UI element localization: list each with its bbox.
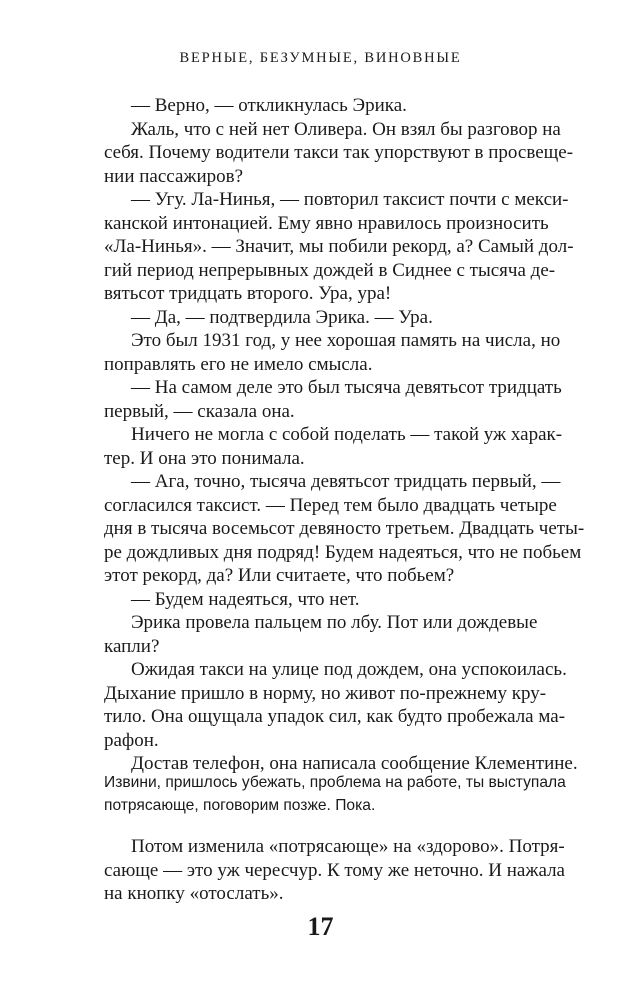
paragraph-line: Ничего не могла с собой поделать — такой уж харак- [131, 424, 563, 445]
paragraph-line: капли? [104, 635, 160, 657]
paragraph-line: — Верно, — откликнулась Эрика. [131, 95, 407, 116]
paragraph-line: Жаль, что с ней нет Оливера. Он взял бы разговор на [131, 118, 561, 140]
paragraph-line: — Ага, точно, тысяча девятьсот тридцать первый, — [131, 471, 561, 492]
paragraph-line: первый, — сказала она. [104, 400, 295, 422]
paragraph-line: дня в тысяча восемьсот девяносто третьем. Двадцать четы- [104, 518, 585, 539]
page-number: 17 [307, 912, 334, 941]
paragraph-line: поправлять его не имело смысла. [104, 353, 373, 375]
paragraph-line: вятьсот тридцать второго. Ура, ура! [104, 283, 392, 304]
paragraph-line: канской интонацией. Ему явно нравилось произносить [104, 212, 549, 234]
paragraph-line: — Угу. Ла-Нинья, — повторил таксист почти с мекси- [131, 189, 569, 210]
paragraph-line: Дыхание пришло в норму, но живот по-прежнему кру- [104, 682, 547, 704]
body-text [104, 94, 585, 776]
paragraph-line: ре дождливых дня подряд! Будем надеяться, что не побьем [104, 541, 582, 563]
paragraph-line: нии пассажиров? [104, 165, 244, 187]
paragraph-line: — Да, — подтвердила Эрика. — Ура. [131, 306, 433, 328]
text-message-quote [104, 771, 564, 817]
message-line: потрясающе, поговорим позже. Пока. [104, 797, 376, 814]
paragraph-line: Это был 1931 год, у нее хорошая память на числа, но [131, 330, 561, 351]
paragraph-line: Потом изменила «потрясающе» на «здорово». Потря- [131, 836, 565, 857]
paragraph-line: сающе — это уж чересчур. К тому же неточно. И нажала [104, 859, 565, 881]
paragraph-line: тер. И она это понимала. [104, 447, 305, 469]
paragraph-line: Достав телефон, она написала сообщение Клементине. [131, 753, 578, 774]
paragraph-line: этот рекорд, да? Или считаете, что побьем? [104, 565, 455, 586]
paragraph-line: на кнопку «отослать». [104, 883, 284, 904]
paragraph-line: Эрика провела пальцем по лбу. Пот или дождевые [131, 612, 538, 633]
paragraph-line: себя. Почему водители такси так упорствуют в просвеще- [104, 142, 574, 163]
paragraph-line: — На самом деле это был тысяча девятьсот тридцать [131, 377, 562, 398]
paragraph-line: Ожидая такси на улице под дождем, она успокоилась. [131, 659, 567, 680]
body-text-continued [104, 835, 565, 906]
paragraph-line: согласился таксист. — Перед тем было двадцать четыре [104, 494, 557, 516]
paragraph-line: тило. Она ощущала упадок сил, как будто пробежала ма- [104, 706, 566, 727]
paragraph-line: гий период непрерывных дождей в Сиднее с тысяча де- [104, 259, 556, 281]
running-header: ВЕРНЫЕ, БЕЗУМНЫЕ, ВИНОВНЫЕ [179, 50, 462, 66]
paragraph-line: — Будем надеяться, что нет. [131, 588, 360, 610]
paragraph-line: рафон. [104, 729, 159, 751]
message-line: Извини, пришлось убежать, проблема на работе, ты выступала [104, 774, 566, 791]
paragraph-line: «Ла-Нинья». — Значит, мы побили рекорд, а? Самый дол- [104, 236, 574, 257]
